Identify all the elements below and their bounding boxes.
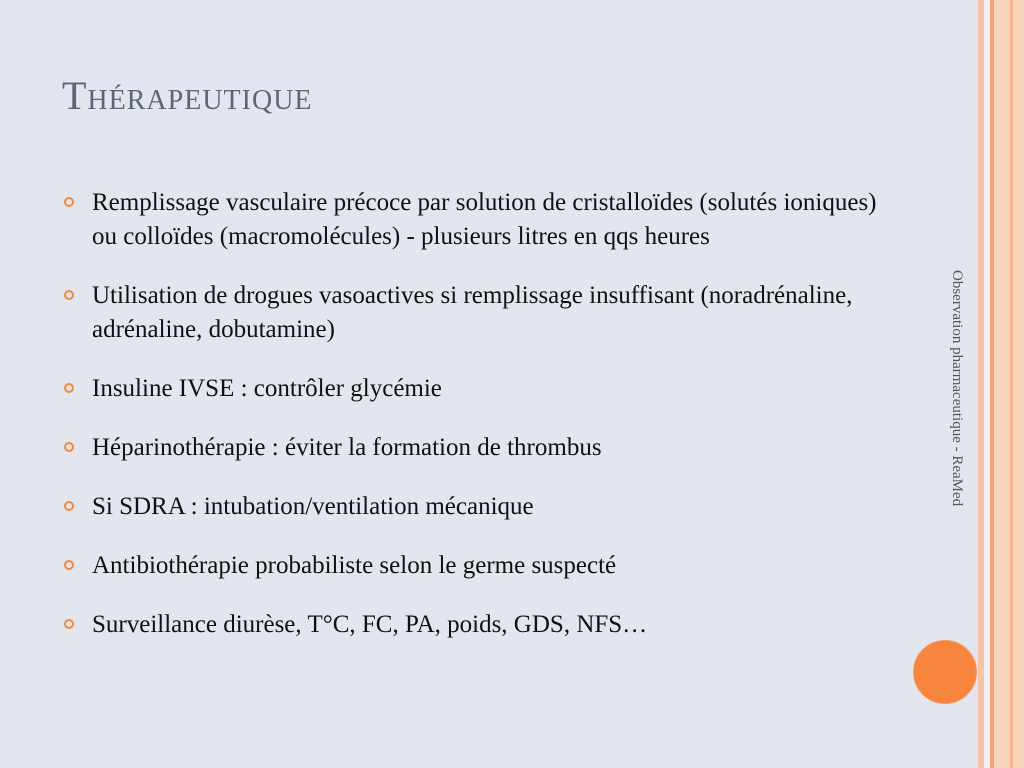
bullet-item [62,186,892,254]
bullet-ring-icon [64,560,74,570]
bullet-ring-icon [64,383,74,393]
bullet-ring-icon [64,442,74,452]
bullet-text: Insuline IVSE : contrôler glycémie [92,375,442,402]
bullet-item [62,431,892,465]
bullet-item [62,608,892,642]
footer-text: Observation pharmaceutique - ReaMed [949,270,965,507]
decorative-stripe [1010,0,1013,768]
bullet-item [62,372,892,406]
bullet-list [62,186,892,667]
bullet-item [62,490,892,524]
bullet-item [62,279,892,347]
decorative-stripe [994,0,1002,768]
bullet-text: Surveillance diurèse, T°C, FC, PA, poids, GDS, NFS… [92,611,648,638]
bullet-text: Utilisation de drogues vasoactives si remplissage insuffisant (noradrénaline, adrénaline, dobutamine) [92,282,853,343]
bullet-text: Si SDRA : intubation/ventilation mécanique [92,493,534,520]
bullet-text: Héparinothérapie : éviter la formation de thrombus [92,434,602,461]
bullet-text: Remplissage vasculaire précoce par solution de cristalloïdes (solutés ioniques) ou colloïdes (macromolécules) - plusieurs litres en qqs heures [92,189,877,250]
bullet-ring-icon [64,290,74,300]
bullet-ring-icon [64,619,74,629]
decorative-stripe [1002,0,1024,768]
bullet-ring-icon [64,501,74,511]
bullet-item [62,549,892,583]
bullet-ring-icon [64,197,74,207]
slide-title: Thérapeutique [62,73,313,118]
bullet-text: Antibiothérapie probabiliste selon le germe suspecté [92,552,617,579]
accent-circle-icon [913,640,977,704]
